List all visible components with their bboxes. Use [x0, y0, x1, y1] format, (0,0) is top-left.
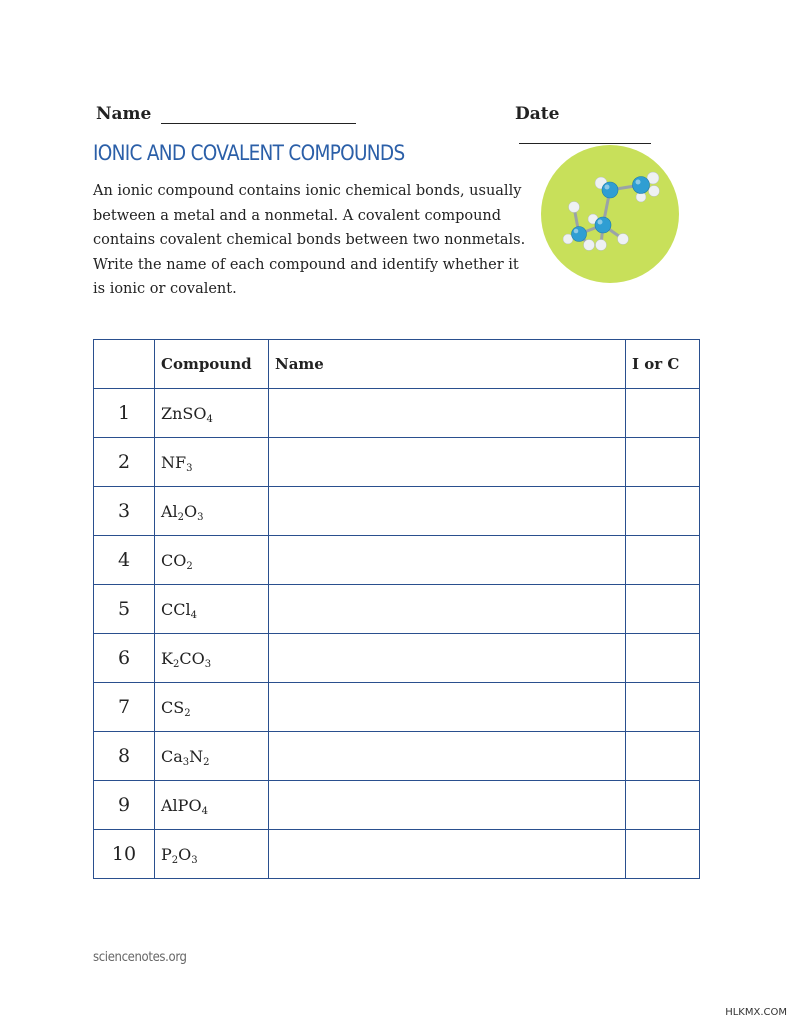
formula-part: SO — [182, 403, 207, 423]
name-column-header: Name — [269, 340, 626, 389]
header-row — [96, 104, 696, 130]
compound-formula — [155, 536, 269, 585]
compound-formula — [155, 585, 269, 634]
ionic-or-covalent-answer-cell[interactable] — [626, 585, 700, 634]
formula-subscript: 2 — [171, 854, 179, 866]
ionic-or-covalent-answer-cell[interactable] — [626, 830, 700, 879]
footer-source: sciencenotes.org — [93, 950, 187, 965]
watermark: HLKMX.COM — [725, 1007, 787, 1018]
compound-formula — [155, 389, 269, 438]
formula-subscript: 2 — [172, 658, 180, 670]
formula-part: CO — [161, 550, 187, 570]
row-number: 10 — [94, 830, 155, 879]
table-row — [94, 830, 700, 879]
formula-part: NF — [161, 452, 187, 472]
formula-part: O — [178, 844, 192, 864]
compound-formula — [155, 487, 269, 536]
formula-part: K — [161, 648, 173, 668]
table-row — [94, 585, 700, 634]
formula-subscript: 2 — [177, 511, 185, 523]
ionic-or-covalent-answer-cell[interactable] — [626, 536, 700, 585]
row-number: 6 — [94, 634, 155, 683]
table-row — [94, 438, 700, 487]
name-answer-cell[interactable] — [269, 487, 626, 536]
name-answer-cell[interactable] — [269, 585, 626, 634]
formula-subscript: 3 — [191, 854, 198, 866]
table-row — [94, 781, 700, 830]
ionic-or-covalent-answer-cell[interactable] — [626, 732, 700, 781]
formula-subscript: 3 — [204, 658, 212, 670]
table-row — [94, 536, 700, 585]
name-blank-line[interactable] — [161, 105, 356, 124]
row-number: 5 — [94, 585, 155, 634]
compound-column-header: Compound — [155, 340, 269, 389]
intro-paragraph: An ionic compound contains ionic chemical bonds, usually between a metal and a nonmetal. A covalent compound contains covalent chemical bonds between two nonmetals. Write the name of each compound and identify whether it is ionic or covalent. — [93, 183, 526, 297]
formula-part: Ca — [161, 746, 183, 766]
formula-part: Al — [161, 501, 178, 521]
name-answer-cell[interactable] — [269, 536, 626, 585]
formula-part: O — [184, 501, 198, 521]
row-number: 4 — [94, 536, 155, 585]
name-answer-cell[interactable] — [269, 781, 626, 830]
formula-subscript: 4 — [190, 609, 197, 621]
ionic-or-covalent-answer-cell[interactable] — [626, 634, 700, 683]
number-column-header — [94, 340, 155, 389]
formula-part: CS — [161, 697, 185, 717]
formula-part: AlPO — [161, 795, 202, 815]
compound-formula — [155, 781, 269, 830]
compound-formula — [155, 634, 269, 683]
date-field — [515, 104, 696, 144]
formula-part: Zn — [161, 403, 183, 423]
name-answer-cell[interactable] — [269, 732, 626, 781]
date-label: Date — [515, 104, 560, 124]
ionic-or-covalent-answer-cell[interactable] — [626, 438, 700, 487]
name-label: Name — [96, 104, 152, 124]
formula-subscript: 3 — [197, 511, 204, 523]
row-number: 2 — [94, 438, 155, 487]
page-title: IONIC AND COVALENT COMPOUNDS — [93, 141, 405, 165]
table-row — [94, 634, 700, 683]
name-answer-cell[interactable] — [269, 634, 626, 683]
row-number: 8 — [94, 732, 155, 781]
formula-part: P — [161, 844, 172, 864]
table-header-row — [94, 340, 700, 389]
table-body — [94, 389, 700, 879]
formula-part: CO — [179, 648, 205, 668]
name-field — [96, 104, 356, 124]
formula-subscript: 2 — [186, 560, 193, 572]
ionic-or-covalent-column-header: I or C — [626, 340, 700, 389]
row-number: 1 — [94, 389, 155, 438]
table-row — [94, 487, 700, 536]
name-answer-cell[interactable] — [269, 438, 626, 487]
formula-part: CCl — [161, 599, 191, 619]
ionic-or-covalent-answer-cell[interactable] — [626, 781, 700, 830]
ionic-or-covalent-answer-cell[interactable] — [626, 487, 700, 536]
ionic-or-covalent-answer-cell[interactable] — [626, 683, 700, 732]
molecule-icon — [541, 145, 679, 283]
row-number: 9 — [94, 781, 155, 830]
compound-formula — [155, 438, 269, 487]
compound-table — [93, 339, 700, 879]
name-answer-cell[interactable] — [269, 389, 626, 438]
row-number: 3 — [94, 487, 155, 536]
compound-formula — [155, 732, 269, 781]
formula-subscript: 2 — [184, 707, 191, 719]
formula-subscript: 3 — [182, 756, 190, 768]
name-answer-cell[interactable] — [269, 830, 626, 879]
formula-subscript: 4 — [201, 805, 208, 817]
formula-part: N — [189, 746, 204, 766]
table-row — [94, 683, 700, 732]
table-row — [94, 389, 700, 438]
formula-subscript: 3 — [186, 462, 193, 474]
row-number: 7 — [94, 683, 155, 732]
name-answer-cell[interactable] — [269, 683, 626, 732]
formula-subscript: 4 — [206, 413, 213, 425]
ionic-or-covalent-answer-cell[interactable] — [626, 389, 700, 438]
formula-subscript: 2 — [203, 756, 210, 768]
date-blank-line[interactable] — [519, 125, 651, 144]
compound-formula — [155, 830, 269, 879]
compound-formula — [155, 683, 269, 732]
table-row — [94, 732, 700, 781]
